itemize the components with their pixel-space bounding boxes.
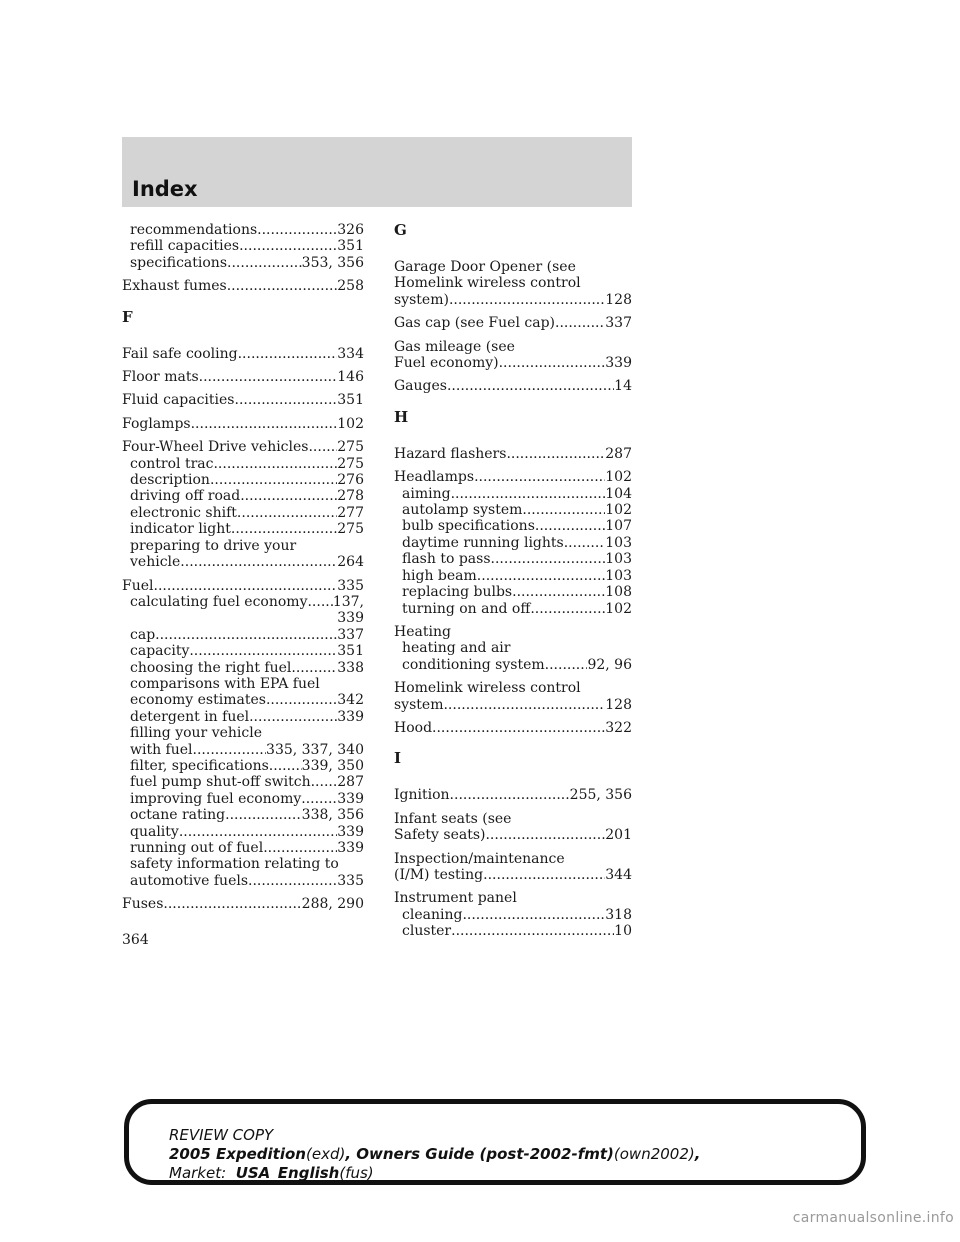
index-entry [122, 416, 364, 432]
page-reference: 92, 96 [587, 656, 632, 673]
dot-leader [535, 518, 605, 534]
page-reference: 353, 356 [301, 254, 364, 271]
dot-leader [269, 758, 302, 774]
index-section-letter: I [394, 749, 402, 768]
dot-leader [506, 446, 605, 462]
index-entry [394, 469, 632, 617]
index-entry-line [394, 378, 632, 394]
page-reference: 277 [337, 504, 364, 521]
index-term: autolamp system [402, 502, 523, 519]
index-entry [394, 624, 632, 673]
page-reference: 255, 356 [569, 787, 632, 804]
page-reference: 339, 350 [301, 757, 364, 774]
index-entry [122, 392, 364, 408]
index-entry-line [394, 787, 632, 803]
review-copy-fragment: 2005 Expedition [169, 1145, 306, 1163]
index-entry [394, 446, 632, 462]
page-reference: 278 [337, 488, 364, 505]
page-reference: 337 [605, 315, 632, 332]
dot-leader [235, 392, 338, 408]
index-entry-line [122, 416, 364, 432]
review-copy-fragment: , Owners Guide (post-2002-fmt) [345, 1145, 614, 1163]
dot-leader [154, 578, 338, 594]
index-term: Foglamps [122, 415, 191, 432]
index-subentry [122, 521, 364, 537]
index-entry [394, 787, 632, 803]
index-entry-line [394, 446, 632, 462]
index-term: Garage Door Opener (see [394, 259, 576, 275]
dot-leader [477, 568, 605, 584]
index-term: comparisons with EPA fuel [130, 675, 320, 692]
page-reference: 102 [605, 502, 632, 519]
index-subentry [394, 640, 632, 656]
index-entry [394, 890, 632, 939]
index-entry-line [394, 720, 632, 736]
index-term: Gauges [394, 378, 447, 395]
index-term: Headlamps [394, 469, 475, 486]
page-reference: 103 [605, 567, 632, 584]
page-reference: 108 [605, 584, 632, 601]
page-reference: 275 [337, 439, 364, 456]
index-term: Homelink wireless control [394, 275, 581, 292]
index-entry-line [122, 439, 364, 455]
index-term: fuel pump shut-off switch [130, 774, 311, 791]
dot-leader [564, 535, 606, 551]
index-term: 339 [337, 610, 364, 627]
index-term: heating and air [402, 640, 511, 657]
index-section-letter: H [394, 407, 409, 426]
page-reference: 351 [337, 643, 364, 660]
index-term: driving off road [130, 488, 241, 505]
index-term: Inspection/maintenance [394, 850, 565, 867]
page-reference: 102 [605, 600, 632, 617]
index-subentry [122, 709, 364, 725]
dot-leader [450, 787, 570, 803]
index-term: preparing to drive your [130, 537, 297, 554]
index-entry [394, 339, 632, 372]
dot-leader [545, 657, 588, 673]
dot-leader [193, 742, 267, 758]
review-copy-box [124, 1099, 866, 1185]
index-entry [122, 896, 364, 912]
index-term: refill capacities [130, 238, 240, 255]
page-reference: 128 [605, 291, 632, 308]
index-term: aiming [402, 485, 451, 502]
index-term: vehicle [130, 554, 181, 571]
index-term: cleaning [402, 906, 463, 923]
dot-leader [451, 923, 614, 939]
review-copy-fragment: (exd) [305, 1145, 346, 1163]
index-entry-line [394, 259, 632, 275]
page-reference: 103 [605, 534, 632, 551]
index-term: Four-Wheel Drive vehicles [122, 439, 309, 456]
index-term: calculating fuel economy [130, 593, 308, 610]
page-reference: 102 [337, 415, 364, 432]
index-entry [122, 222, 364, 271]
index-entry-line [122, 896, 364, 912]
index-subentry [122, 692, 364, 708]
index-subentry [122, 660, 364, 676]
index-subentry [394, 584, 632, 600]
index-term: description [130, 472, 210, 489]
index-term: high beam [402, 567, 477, 584]
index-term: safety information relating to [130, 856, 339, 873]
page-reference: 102 [605, 469, 632, 486]
index-subentry [122, 807, 364, 823]
index-term: automotive fuels [130, 872, 249, 889]
index-entry [394, 720, 632, 736]
index-term: with fuel [130, 741, 193, 758]
page-reference: 287 [337, 774, 364, 791]
page-reference: 258 [337, 278, 364, 295]
index-term: daytime running lights [402, 534, 564, 551]
dot-leader [474, 469, 605, 485]
index-subentry [394, 502, 632, 518]
index-term: Fuses [122, 896, 164, 913]
index-subentry [122, 222, 364, 238]
dot-leader [227, 255, 302, 271]
watermark: carmanualsonline.info [792, 1210, 954, 1226]
page-reference: 322 [605, 719, 632, 736]
dot-leader [485, 827, 605, 843]
index-entry [394, 680, 632, 713]
page-reference: 128 [605, 696, 632, 713]
page-reference: 344 [605, 866, 632, 883]
index-term: indicator light [130, 521, 231, 538]
index-entry [394, 259, 632, 308]
index-term: cluster [402, 923, 452, 940]
index-entry-line [122, 278, 364, 294]
index-entry [122, 439, 364, 570]
page-reference: 14 [614, 378, 632, 395]
index-section-letter: G [394, 221, 407, 239]
page-reference: 337 [337, 626, 364, 643]
index-term: Instrument panel [394, 890, 517, 907]
index-subentry [122, 488, 364, 504]
index-subentry [394, 907, 632, 923]
page-reference: 339 [337, 708, 364, 725]
index-subentry [122, 824, 364, 840]
index-term: filling your vehicle [130, 725, 262, 742]
dot-leader [210, 472, 337, 488]
page-reference: 335, 337, 340 [266, 741, 364, 758]
review-copy-line2 [169, 1145, 700, 1164]
index-entry-line [394, 315, 632, 331]
dot-leader [449, 292, 605, 308]
index-entry-line [394, 275, 632, 291]
dot-leader [238, 346, 338, 362]
index-entry [394, 811, 632, 844]
index-entry [122, 346, 364, 362]
page-reference: 288, 290 [301, 896, 364, 913]
index-term: conditioning system [402, 656, 545, 673]
index-subentry [122, 538, 364, 554]
page-reference: 351 [337, 392, 364, 409]
index-subentry [122, 456, 364, 472]
index-term: Safety seats) [394, 827, 486, 844]
index-entry-line [394, 890, 632, 906]
page-reference: 351 [337, 238, 364, 255]
index-entry [122, 278, 364, 294]
index-term: Homelink wireless control [394, 680, 581, 697]
page-reference: 334 [337, 345, 364, 362]
dot-leader [179, 824, 337, 840]
index-term: control trac [130, 455, 214, 472]
index-entry [394, 851, 632, 884]
index-term: system) [394, 291, 449, 308]
dot-leader [189, 643, 337, 659]
index-subentry [394, 551, 632, 567]
dot-leader [308, 439, 337, 455]
page-reference: 137, [332, 593, 364, 610]
index-subentry [394, 486, 632, 502]
page-reference: 104 [605, 485, 632, 502]
index-term: system [394, 696, 444, 713]
index-entry-line [122, 578, 364, 594]
dot-leader [263, 840, 337, 856]
index-entry-line [394, 827, 632, 843]
page-reference: 264 [337, 554, 364, 571]
page-reference: 338, 356 [301, 807, 364, 824]
dot-leader [239, 238, 337, 254]
index-entry-line [394, 851, 632, 867]
dot-leader [257, 222, 337, 238]
dot-leader [191, 416, 338, 432]
page-reference: 339 [337, 840, 364, 856]
index-subentry [122, 255, 364, 271]
dot-leader [491, 551, 606, 567]
page-reference: 146 [337, 369, 364, 386]
index-term: Hazard flashers [394, 445, 507, 462]
index-entry-line [394, 339, 632, 355]
review-copy-line1: REVIEW COPY [169, 1126, 274, 1144]
dot-leader [237, 505, 337, 521]
index-subentry [394, 535, 632, 551]
page-reference: 275 [337, 455, 364, 472]
index-term: Fuel [122, 577, 154, 594]
index-subentry [394, 518, 632, 534]
index-term: Hood [394, 719, 433, 736]
page-reference: 201 [605, 827, 632, 844]
dot-leader [180, 554, 337, 570]
page-reference: 275 [337, 521, 364, 538]
review-copy-fragment: (own2002) [613, 1145, 695, 1163]
index-term: Ignition [394, 787, 450, 804]
index-term: filter, specifications [130, 757, 269, 774]
dot-leader [231, 521, 337, 537]
page-reference: 339 [337, 790, 364, 807]
index-subentry [122, 742, 364, 758]
header-band [122, 137, 632, 207]
dot-leader [432, 720, 605, 736]
index-subentry [394, 923, 632, 939]
dot-leader [225, 807, 302, 823]
dot-leader [301, 791, 337, 807]
review-copy-fragment: Market: [169, 1164, 236, 1182]
page-reference: 338 [337, 659, 364, 676]
index-term: running out of fuel [130, 840, 264, 856]
page-reference: 276 [337, 472, 364, 489]
index-subentry [122, 840, 364, 856]
index-subentry [122, 791, 364, 807]
page-number: 364 [122, 932, 149, 948]
index-term: detergent in fuel [130, 708, 250, 725]
index-term: octane rating [130, 807, 226, 824]
index-term: replacing bulbs [402, 584, 513, 601]
review-copy-fragment: , [694, 1145, 701, 1163]
index-subentry [122, 774, 364, 790]
index-entry-line [394, 469, 632, 485]
page-reference: 318 [605, 906, 632, 923]
index-entry-line [122, 346, 364, 362]
index-term: flash to pass [402, 551, 491, 568]
dot-leader [462, 907, 605, 923]
index-term: cap [130, 626, 156, 643]
index-subentry [122, 554, 364, 570]
dot-leader [530, 601, 605, 617]
page-title: Index [132, 177, 198, 201]
index-term: turning on and off [402, 600, 531, 617]
index-term: Heating [394, 623, 451, 640]
dot-leader [311, 774, 338, 790]
page-reference: 335 [337, 577, 364, 594]
dot-leader [483, 867, 605, 883]
index-term: Gas mileage (see [394, 338, 515, 355]
page-reference: 287 [605, 445, 632, 462]
page-reference: 107 [605, 518, 632, 535]
index-entry-line [394, 867, 632, 883]
index-entry-line [394, 355, 632, 371]
dot-leader [249, 709, 337, 725]
dot-leader [155, 627, 337, 643]
index-term: economy estimates [130, 692, 266, 709]
page-reference: 339 [337, 823, 364, 840]
index-term: (I/M) testing [394, 866, 484, 883]
index-term: Fluid capacities [122, 392, 235, 409]
index-entry [122, 369, 364, 385]
dot-leader [291, 660, 337, 676]
index-subentry [122, 676, 364, 692]
dot-leader [248, 873, 337, 889]
index-entry-line [122, 392, 364, 408]
dot-leader [451, 486, 606, 502]
index-subentry [122, 725, 364, 741]
index-subentry [394, 657, 632, 673]
dot-leader [512, 584, 605, 600]
index-subentry [122, 472, 364, 488]
dot-leader [447, 378, 614, 394]
index-term: Fuel economy) [394, 355, 499, 372]
index-subentry [122, 627, 364, 643]
index-term: Fail safe cooling [122, 345, 238, 362]
dot-leader [240, 488, 337, 504]
page-reference: 326 [337, 222, 364, 238]
index-term: capacity [130, 643, 190, 660]
dot-leader [266, 692, 337, 708]
index-term: improving fuel economy [130, 790, 302, 807]
index-subentry [122, 238, 364, 254]
index-term: bulb specifications [402, 518, 535, 535]
review-copy-text [169, 1126, 700, 1183]
index-entry-line [394, 680, 632, 696]
index-term: recommendations [130, 222, 258, 238]
dot-leader [499, 355, 606, 371]
review-copy-fragment: USA_English [235, 1164, 340, 1182]
index-term: specifications [130, 254, 228, 271]
index-term: Floor mats [122, 369, 199, 386]
index-section-letter: F [122, 307, 133, 326]
page-reference: 103 [605, 551, 632, 568]
page-reference: 10 [614, 923, 632, 940]
index-term: Gas cap (see Fuel cap) [394, 315, 555, 332]
index-term: Infant seats (see [394, 810, 512, 827]
dot-leader [199, 369, 338, 385]
page-reference: 342 [337, 692, 364, 709]
index-term: choosing the right fuel [130, 659, 292, 676]
review-copy-line3 [169, 1164, 700, 1183]
index-subentry [394, 601, 632, 617]
index-entry-line [394, 697, 632, 713]
index-term: electronic shift [130, 504, 237, 521]
index-entry-line [122, 369, 364, 385]
index-entry [122, 578, 364, 890]
index-subentry [122, 873, 364, 889]
dot-leader [227, 278, 338, 294]
page-reference: 339 [605, 355, 632, 372]
dot-leader [555, 315, 605, 331]
index-term: quality [130, 823, 179, 840]
index-column-right [394, 222, 632, 947]
index-subentry [122, 594, 364, 610]
dot-leader [443, 697, 605, 713]
dot-leader [307, 594, 332, 610]
index-subentry [394, 568, 632, 584]
index-entry [394, 378, 632, 394]
review-copy-fragment: (fus) [339, 1164, 374, 1182]
page-reference: 335 [337, 872, 364, 889]
index-column-left [122, 222, 364, 920]
index-subentry [122, 505, 364, 521]
dot-leader [522, 502, 605, 518]
index-entry-line [122, 610, 364, 626]
index-entry-line [394, 624, 632, 640]
index-subentry [122, 758, 364, 774]
dot-leader [163, 896, 301, 912]
index-entry-line [394, 292, 632, 308]
index-term: Exhaust fumes [122, 278, 227, 295]
dot-leader [213, 456, 337, 472]
index-entry-line [394, 811, 632, 827]
index-subentry [122, 856, 364, 872]
index-entry [394, 315, 632, 331]
index-subentry [122, 643, 364, 659]
